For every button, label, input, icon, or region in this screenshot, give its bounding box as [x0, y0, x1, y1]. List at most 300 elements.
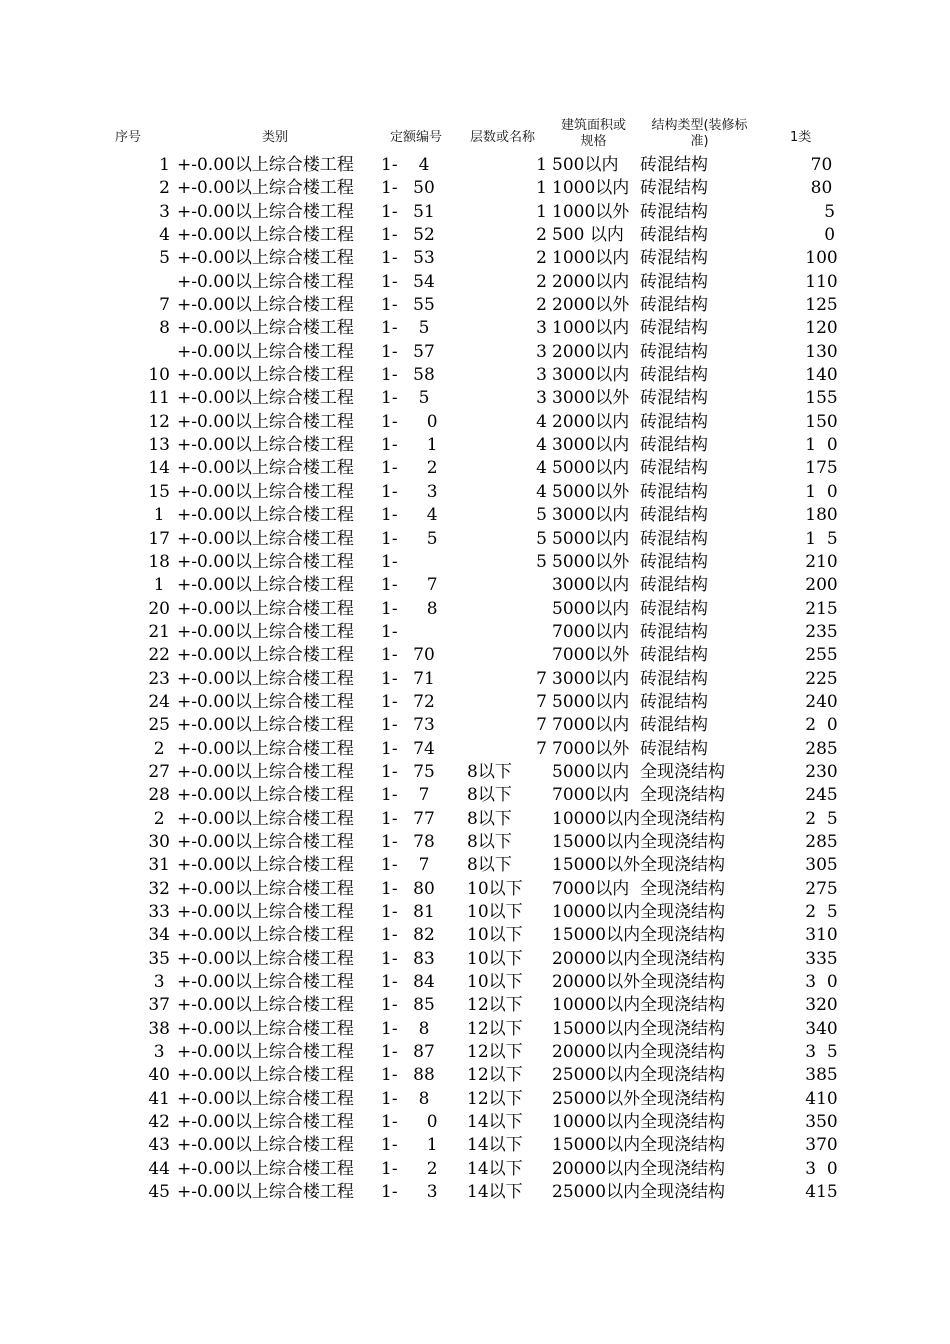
row-code-prefix: 1- [381, 878, 398, 899]
row-category: +-0.00以上综合楼工程 [177, 1018, 354, 1039]
row-category: +-0.00以上综合楼工程 [177, 178, 354, 199]
row-area: 1000以内 [552, 178, 630, 199]
table-row [0, 691, 950, 714]
row-floors: 10以下 [467, 925, 523, 946]
row-seq: 45 [148, 1182, 170, 1203]
row-price: 175 [805, 458, 838, 479]
table-row [0, 177, 950, 200]
row-code-number: 8 [418, 1018, 430, 1039]
row-structure: 全现浇结构 [640, 925, 725, 946]
row-price: 70 [810, 155, 833, 175]
row-category: +-0.00以上综合楼工程 [177, 1042, 354, 1063]
row-code-prefix: 1- [381, 341, 398, 362]
row-code-number: 57 [413, 341, 435, 362]
row-code-prefix: 1- [381, 575, 398, 596]
table-row [0, 1111, 950, 1134]
header-price: 1类 [790, 130, 812, 145]
row-code-prefix: 1- [381, 551, 398, 572]
table-row [0, 154, 950, 177]
table-row [0, 1018, 950, 1041]
row-seq: 18 [148, 551, 170, 572]
row-price: 2 5 [805, 902, 838, 922]
row-structure: 砖混结构 [640, 505, 708, 526]
row-floors: 3 [536, 341, 547, 362]
row-price: 120 [805, 318, 838, 339]
row-structure: 砖混结构 [640, 365, 708, 386]
row-floors: 2 [536, 295, 547, 316]
row-price: 2 0 [805, 715, 838, 736]
table-row [0, 598, 950, 621]
row-area: 10000以内 [552, 902, 641, 922]
row-seq: 21 [148, 621, 170, 642]
row-structure: 砖混结构 [640, 411, 708, 432]
row-category: +-0.00以上综合楼工程 [177, 365, 354, 386]
row-category: +-0.00以上综合楼工程 [177, 505, 354, 526]
row-category: +-0.00以上综合楼工程 [177, 481, 354, 502]
row-floors: 7 [536, 738, 547, 759]
row-floors: 10以下 [467, 948, 523, 969]
table-row [0, 1064, 950, 1087]
table-row [0, 411, 950, 434]
row-code-prefix: 1- [381, 1112, 398, 1133]
row-code-prefix: 1- [381, 1135, 398, 1156]
row-code-number: 53 [413, 248, 435, 269]
row-code-prefix: 1- [381, 271, 398, 292]
row-structure: 砖混结构 [640, 341, 708, 362]
row-category: +-0.00以上综合楼工程 [177, 645, 354, 666]
row-category: +-0.00以上综合楼工程 [177, 1112, 354, 1133]
row-code-prefix: 1- [381, 691, 398, 712]
table-row [0, 948, 950, 971]
row-category: +-0.00以上综合楼工程 [177, 458, 354, 479]
row-seq: 38 [148, 1018, 170, 1039]
row-code-number: 7 [418, 855, 430, 876]
row-seq: 23 [148, 668, 170, 689]
row-area: 15000以外 [552, 855, 641, 876]
table-row [0, 317, 950, 340]
row-code-number: 84 [413, 972, 435, 993]
row-seq: 32 [148, 878, 170, 899]
table-row [0, 1158, 950, 1181]
row-code-number: 0 [410, 411, 438, 432]
row-code-prefix: 1- [381, 505, 398, 526]
row-category: +-0.00以上综合楼工程 [177, 761, 354, 782]
row-code-prefix: 1- [381, 1018, 398, 1039]
row-structure: 砖混结构 [640, 271, 708, 292]
row-code-prefix: 1- [381, 738, 398, 759]
row-category: +-0.00以上综合楼工程 [177, 1182, 354, 1203]
row-category: +-0.00以上综合楼工程 [177, 388, 354, 409]
row-structure: 砖混结构 [640, 178, 708, 199]
row-floors: 14以下 [467, 1135, 523, 1156]
row-price: 245 [805, 785, 838, 806]
row-code-prefix: 1- [381, 831, 398, 852]
header-seq: 序号 [115, 130, 142, 145]
table-row [0, 738, 950, 761]
row-price: 240 [805, 691, 838, 712]
row-seq: 25 [148, 715, 170, 736]
row-structure: 砖混结构 [640, 738, 708, 759]
row-price: 370 [805, 1135, 838, 1156]
table-row [0, 434, 950, 457]
row-code-prefix: 1- [381, 645, 398, 666]
row-area: 2000以外 [552, 295, 630, 316]
row-area: 20000以外 [552, 972, 641, 993]
row-code-prefix: 1- [381, 925, 398, 946]
row-category: +-0.00以上综合楼工程 [177, 551, 354, 572]
row-code-number: 8 [418, 1088, 430, 1109]
row-structure: 砖混结构 [640, 458, 708, 479]
table-row [0, 854, 950, 877]
row-code-prefix: 1- [381, 1065, 398, 1086]
row-category: +-0.00以上综合楼工程 [177, 1065, 354, 1086]
row-structure: 全现浇结构 [640, 1182, 725, 1203]
row-area: 7000以内 [552, 621, 630, 642]
row-area: 5000以内 [552, 458, 630, 479]
row-seq: 34 [148, 925, 170, 946]
row-area: 1000以内 [552, 248, 630, 269]
row-category: +-0.00以上综合楼工程 [177, 691, 354, 712]
row-structure: 砖混结构 [640, 691, 708, 712]
row-category: +-0.00以上综合楼工程 [177, 411, 354, 432]
row-price: 255 [805, 645, 838, 666]
row-floors: 8以下 [467, 831, 512, 852]
row-code-prefix: 1- [381, 902, 398, 922]
row-category: +-0.00以上综合楼工程 [177, 902, 354, 922]
row-code-prefix: 1- [381, 948, 398, 969]
row-category: +-0.00以上综合楼工程 [177, 318, 354, 339]
row-code-number: 52 [413, 225, 435, 246]
row-structure: 砖混结构 [640, 645, 708, 666]
table-row [0, 247, 950, 270]
row-code-prefix: 1- [381, 295, 398, 316]
header-area: 建筑面积或 规格 [560, 118, 626, 149]
row-price: 340 [805, 1018, 838, 1039]
row-floors: 4 [536, 435, 547, 456]
header-category: 类别 [261, 130, 288, 145]
row-seq: 42 [148, 1112, 170, 1133]
row-area: 25000以外 [552, 1088, 641, 1109]
row-price: 150 [805, 411, 838, 432]
row-floors: 12以下 [467, 1088, 523, 1109]
row-floors: 8以下 [467, 785, 512, 806]
row-floors: 2 [536, 248, 547, 269]
row-code-number: 55 [413, 295, 435, 316]
row-code-prefix: 1- [381, 318, 398, 339]
header-structure: 结构类型(装修标 准) [651, 118, 748, 149]
row-category: +-0.00以上综合楼工程 [177, 435, 354, 456]
row-price: 275 [805, 878, 838, 899]
table-row [0, 574, 950, 597]
row-floors: 12以下 [467, 1018, 523, 1039]
table-row [0, 1134, 950, 1157]
row-category: +-0.00以上综合楼工程 [177, 995, 354, 1016]
table-row [0, 201, 950, 224]
row-structure: 砖混结构 [640, 225, 708, 246]
row-price: 410 [805, 1088, 838, 1109]
row-structure: 全现浇结构 [640, 855, 725, 876]
table-row [0, 551, 950, 574]
row-category: +-0.00以上综合楼工程 [177, 248, 354, 269]
row-area: 3000以内 [552, 668, 630, 689]
row-floors: 7 [536, 668, 547, 689]
row-seq: 1 [153, 505, 170, 526]
row-floors: 3 [536, 318, 547, 339]
row-structure: 全现浇结构 [640, 1088, 725, 1109]
row-seq: 31 [148, 855, 170, 876]
row-area: 20000以内 [552, 1158, 641, 1179]
row-price: 125 [805, 295, 838, 316]
row-area: 3000以内 [552, 575, 630, 596]
row-seq: 2 [153, 808, 170, 829]
row-code-prefix: 1- [381, 668, 398, 689]
row-seq: 12 [148, 411, 170, 432]
row-structure: 全现浇结构 [640, 995, 725, 1016]
row-floors: 1 [536, 201, 547, 222]
row-category: +-0.00以上综合楼工程 [177, 878, 354, 899]
row-seq: 24 [148, 691, 170, 712]
row-structure: 全现浇结构 [640, 878, 725, 899]
row-seq: 2 [159, 178, 170, 199]
row-price: 200 [805, 575, 838, 596]
row-floors: 3 [536, 388, 547, 409]
row-floors: 3 [536, 365, 547, 386]
row-structure: 全现浇结构 [640, 948, 725, 969]
table-row [0, 528, 950, 551]
row-price: 230 [805, 761, 838, 782]
row-code-number: 1 [410, 435, 438, 456]
table-row [0, 481, 950, 504]
row-structure: 全现浇结构 [640, 902, 725, 922]
row-price: 415 [805, 1182, 838, 1203]
row-code-prefix: 1- [381, 201, 398, 222]
row-code-number: 5 [418, 318, 430, 339]
row-structure: 砖混结构 [640, 668, 708, 689]
row-price: 130 [805, 341, 838, 362]
row-code-number: 5 [418, 388, 430, 409]
row-floors: 10以下 [467, 972, 523, 993]
row-floors: 7 [536, 691, 547, 712]
row-floors: 4 [536, 458, 547, 479]
row-price: 385 [805, 1065, 838, 1086]
row-category: +-0.00以上综合楼工程 [177, 621, 354, 642]
row-code-prefix: 1- [381, 808, 398, 829]
row-seq: 33 [148, 902, 170, 922]
row-floors: 1 [536, 155, 547, 175]
row-area: 7000以内 [552, 715, 630, 736]
row-code-prefix: 1- [381, 388, 398, 409]
row-code-number: 50 [413, 178, 435, 199]
row-area: 15000以内 [552, 1018, 641, 1039]
row-area: 7000以外 [552, 738, 630, 759]
row-seq: 30 [148, 831, 170, 852]
row-structure: 全现浇结构 [640, 1135, 725, 1156]
row-seq: 4 [159, 225, 170, 246]
row-seq: 37 [148, 995, 170, 1016]
row-category: +-0.00以上综合楼工程 [177, 738, 354, 759]
row-code-number: 51 [413, 201, 435, 222]
row-structure: 全现浇结构 [640, 1112, 725, 1133]
row-seq: 14 [148, 458, 170, 479]
table-row [0, 784, 950, 807]
row-area: 5000以内 [552, 528, 630, 549]
row-code-number: 7 [410, 575, 438, 596]
row-floors: 8以下 [467, 855, 512, 876]
row-structure: 砖混结构 [640, 715, 708, 736]
row-area: 15000以内 [552, 925, 641, 946]
row-area: 2000以内 [552, 341, 630, 362]
row-category: +-0.00以上综合楼工程 [177, 831, 354, 852]
table-row [0, 994, 950, 1017]
row-price: 210 [805, 551, 838, 572]
row-seq: 27 [148, 761, 170, 782]
row-area: 10000以内 [552, 995, 641, 1016]
row-code-prefix: 1- [381, 972, 398, 993]
table-row [0, 1088, 950, 1111]
row-structure: 全现浇结构 [640, 785, 725, 806]
row-category: +-0.00以上综合楼工程 [177, 1158, 354, 1179]
row-code-number: 7 [418, 785, 430, 806]
row-structure: 砖混结构 [640, 155, 708, 175]
table-row [0, 504, 950, 527]
row-price: 3 5 [805, 1042, 838, 1063]
row-area: 7000以内 [552, 785, 630, 806]
row-code-prefix: 1- [381, 225, 398, 246]
row-seq: 41 [148, 1088, 170, 1109]
row-area: 10000以内 [552, 808, 641, 829]
table-row [0, 294, 950, 317]
table-row [0, 644, 950, 667]
row-code-number: 88 [413, 1065, 435, 1086]
row-price: 225 [805, 668, 838, 689]
table-row [0, 901, 950, 924]
row-code-number: 77 [413, 808, 435, 829]
row-area: 20000以内 [552, 948, 641, 969]
row-seq: 44 [148, 1158, 170, 1179]
row-category: +-0.00以上综合楼工程 [177, 155, 354, 175]
row-code-prefix: 1- [381, 715, 398, 736]
row-category: +-0.00以上综合楼工程 [177, 925, 354, 946]
row-category: +-0.00以上综合楼工程 [177, 295, 354, 316]
row-structure: 砖混结构 [640, 621, 708, 642]
row-seq: 10 [148, 365, 170, 386]
row-price: 235 [805, 621, 838, 642]
row-code-number: 2 [410, 1158, 438, 1179]
row-price: 2 5 [805, 808, 838, 829]
row-code-number: 5 [410, 528, 438, 549]
row-price: 285 [805, 738, 838, 759]
row-structure: 全现浇结构 [640, 1158, 725, 1179]
row-price: 1 5 [805, 528, 838, 549]
row-code-prefix: 1- [381, 178, 398, 199]
row-code-prefix: 1- [381, 458, 398, 479]
row-floors: 2 [536, 271, 547, 292]
table-row [0, 761, 950, 784]
row-price: 5 [807, 201, 836, 222]
row-category: +-0.00以上综合楼工程 [177, 972, 354, 993]
row-area: 25000以内 [552, 1182, 641, 1203]
row-code-prefix: 1- [381, 248, 398, 269]
row-code-prefix: 1- [381, 411, 398, 432]
row-area: 2000以内 [552, 411, 630, 432]
row-category: +-0.00以上综合楼工程 [177, 808, 354, 829]
row-structure: 全现浇结构 [640, 1018, 725, 1039]
table-row [0, 457, 950, 480]
row-code-prefix: 1- [381, 481, 398, 502]
row-area: 3000以外 [552, 388, 630, 409]
row-category: +-0.00以上综合楼工程 [177, 948, 354, 969]
row-code-prefix: 1- [381, 598, 398, 619]
row-code-prefix: 1- [381, 621, 398, 642]
row-area: 7000以内 [552, 878, 630, 899]
row-structure: 砖混结构 [640, 551, 708, 572]
row-structure: 全现浇结构 [640, 808, 725, 829]
row-code-prefix: 1- [381, 365, 398, 386]
row-price: 350 [805, 1112, 838, 1133]
row-floors: 12以下 [467, 1065, 523, 1086]
row-structure: 全现浇结构 [640, 831, 725, 852]
row-category: +-0.00以上综合楼工程 [177, 575, 354, 596]
row-area: 15000以内 [552, 1135, 641, 1156]
table-row [0, 341, 950, 364]
row-price: 305 [805, 855, 838, 876]
row-price: 1 0 [805, 481, 838, 502]
row-price: 110 [805, 271, 838, 292]
row-code-number: 4 [418, 155, 430, 175]
row-category: +-0.00以上综合楼工程 [177, 785, 354, 806]
row-area: 20000以内 [552, 1042, 641, 1063]
row-code-number: 74 [413, 738, 435, 759]
row-floors: 14以下 [467, 1158, 523, 1179]
row-code-prefix: 1- [381, 995, 398, 1016]
row-area: 2000以内 [552, 271, 630, 292]
row-code-number: 54 [413, 271, 435, 292]
row-structure: 砖混结构 [640, 598, 708, 619]
row-category: +-0.00以上综合楼工程 [177, 225, 354, 246]
row-seq: 40 [148, 1065, 170, 1086]
row-category: +-0.00以上综合楼工程 [177, 528, 354, 549]
table-row [0, 924, 950, 947]
row-floors: 4 [536, 481, 547, 502]
row-structure: 砖混结构 [640, 318, 708, 339]
row-structure: 砖混结构 [640, 201, 708, 222]
row-code-number: 81 [413, 902, 435, 922]
row-code-number: 4 [410, 505, 438, 526]
table-row [0, 668, 950, 691]
table-row [0, 621, 950, 644]
row-code-number: 3 [410, 481, 438, 502]
table-row [0, 808, 950, 831]
row-code-prefix: 1- [381, 1088, 398, 1109]
row-price: 0 [807, 225, 836, 246]
row-area: 5000以外 [552, 481, 630, 502]
row-area: 7000以外 [552, 645, 630, 666]
row-floors: 5 [536, 551, 547, 572]
table-row [0, 387, 950, 410]
row-seq: 1 [153, 575, 170, 596]
row-code-prefix: 1- [381, 1182, 398, 1203]
row-code-number: 0 [410, 1112, 438, 1133]
row-price: 335 [805, 948, 838, 969]
row-structure: 砖混结构 [640, 388, 708, 409]
row-structure: 砖混结构 [640, 435, 708, 456]
row-code-prefix: 1- [381, 785, 398, 806]
row-structure: 全现浇结构 [640, 761, 725, 782]
row-seq: 2 [153, 738, 170, 759]
row-price: 310 [805, 925, 838, 946]
row-seq: 3 [153, 972, 170, 993]
row-floors: 7 [536, 715, 547, 736]
